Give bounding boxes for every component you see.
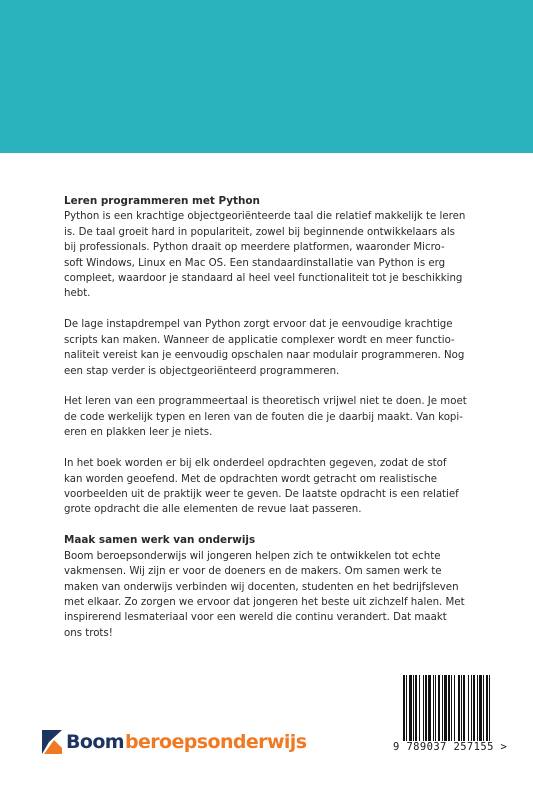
barcode-bar	[479, 675, 482, 741]
barcode-bar	[428, 675, 431, 741]
barcode-bar	[486, 675, 488, 741]
barcode-bar	[458, 675, 460, 741]
barcode-bar	[461, 675, 462, 741]
barcode-bar	[438, 675, 440, 741]
barcode-bar	[409, 675, 412, 741]
barcode-bar	[468, 675, 469, 741]
cover-color-band	[0, 0, 533, 153]
heading-onderwijs: Maak samen werk van onderwijs	[64, 534, 256, 547]
back-cover-text	[64, 194, 474, 657]
barcode-bar	[406, 675, 407, 741]
paragraph-intro: Python is een krachtige objectgeoriënteerde taal die relatief makkelijk te leren is. De taal groeit hard in populariteit, zowel bij beginnende ontwikkelaars als bij professionals. Python draait op meerdere platformen, waaronder Micro- soft Windows, Linux en Mac OS. Een standaardinstallatie van Python is erg compleet, waardoor je standaard al heel veel functionaliteit tot je beschikking hebt.	[64, 211, 466, 300]
paragraph-boom: Boom beroepsonderwijs wil jongeren helpen zich te ontwikkelen tot echte vakmensen. Wij zijn er voor de doeners en de makers. Om samen werk te maken van onderwijs verbinden wij docenten, studenten en het bedrijfsleven met elkaar. Zo zorgen we ervoor dat jongeren het beste uit zichzelf halen. Met inspirerend lesmateriaal voor een wereld die continu verandert. Dat maakt ons trots!	[64, 550, 465, 639]
barcode-bar	[473, 675, 475, 741]
barcode-bar	[435, 675, 436, 741]
barcode-bar	[448, 675, 450, 741]
logo-text-boom: Boom	[66, 731, 124, 753]
barcode-bar	[415, 675, 417, 741]
logo-text-beroepsonderwijs: beroepsonderwijs	[125, 731, 307, 753]
barcode-bar	[471, 675, 472, 741]
barcode-bar	[419, 675, 420, 741]
barcode-bar	[444, 675, 447, 741]
isbn-barcode	[393, 673, 519, 765]
barcode-bar	[451, 675, 452, 741]
barcode-bar	[463, 675, 465, 741]
barcode-bar	[442, 675, 443, 741]
paragraph-leren: Het leren van een programmeertaal is theoretisch vrijwel niet te doen. Je moet de code werkelijk typen en leren van de fouten die je daarbij maakt. Van kopi- eren en plakken leer je niets.	[64, 396, 467, 439]
barcode-bar	[403, 675, 405, 741]
publisher-logo	[42, 729, 306, 755]
barcode-bar	[433, 675, 434, 741]
barcode-bar	[454, 675, 455, 741]
barcode-bar	[425, 675, 427, 741]
paragraph-opdrachten: In het boek worden er bij elk onderdeel opdrachten gegeven, zodat de stof kan worden geoefend. Met de opdrachten wordt getracht om realistische voorbeelden uit de praktijk weer te geven. De laatste opdracht is een relatief grote opdracht die alle elementen de revue laat passeren.	[64, 458, 459, 516]
boom-logo-mark-icon	[42, 730, 62, 754]
barcode-bar	[423, 675, 424, 741]
barcode-bars	[403, 675, 511, 741]
barcode-bar	[483, 675, 484, 741]
barcode-bar	[413, 675, 414, 741]
barcode-bar	[477, 675, 478, 741]
paragraph-instapdrempel: De lage instapdrempel van Python zorgt ervoor dat je eenvoudige krachtige scripts kan maken. Wanneer de applicatie complexer wordt en meer functio- naliteit vereist kan je eenvoudig opschalen naar modulair programmeren. Nog een stap verder is objectgeoriënteerd programmeren.	[64, 319, 465, 377]
barcode-bar	[489, 675, 490, 741]
heading-python: Leren programmeren met Python	[64, 195, 260, 207]
isbn-number: 9 789037 257155 >	[393, 741, 508, 753]
